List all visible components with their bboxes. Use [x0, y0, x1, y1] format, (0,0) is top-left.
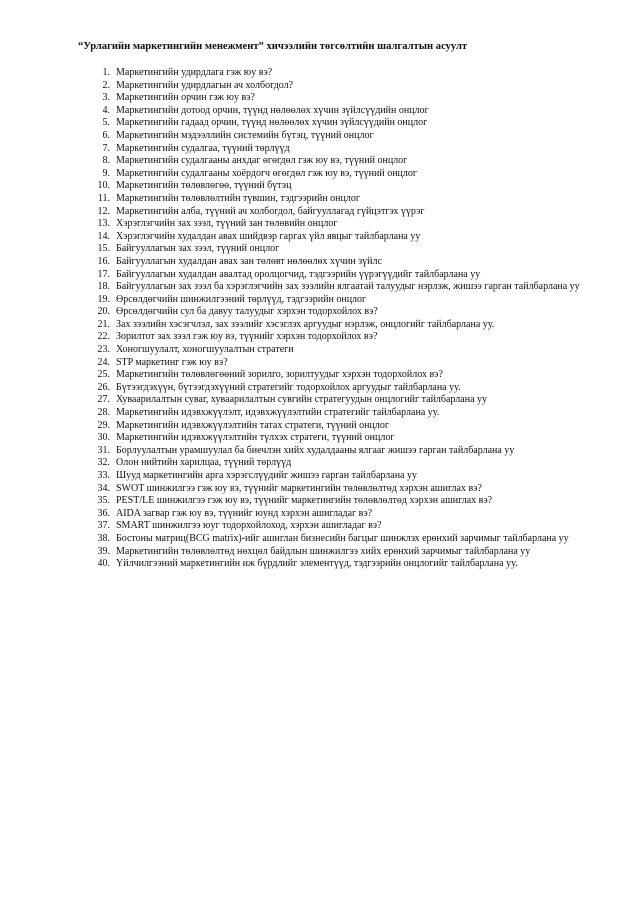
- question-item: [88, 369, 588, 382]
- question-number: 5.: [102, 117, 110, 129]
- question-item: [88, 546, 588, 559]
- question-item: [88, 508, 588, 521]
- question-number: 7.: [102, 142, 110, 154]
- question-number: 3.: [102, 92, 110, 104]
- question-text: Байгууллагын худалдан авах зан төлөвт нөлөөлөх хүчин зүйлс: [116, 255, 382, 267]
- question-item: [88, 256, 588, 269]
- question-item: [88, 143, 588, 156]
- question-number: 31.: [97, 444, 110, 456]
- question-number: 1.: [102, 67, 110, 78]
- question-item: [88, 80, 588, 93]
- question-number: 20.: [97, 306, 110, 318]
- question-number: 28.: [97, 407, 110, 419]
- question-number: 37.: [97, 520, 110, 532]
- question-number: 8.: [102, 155, 110, 167]
- question-number: 14.: [97, 230, 110, 242]
- question-number: 39.: [97, 545, 110, 557]
- question-number: 38.: [97, 532, 110, 544]
- question-text: Олон нийтийн харилцаа, түүний төрлүүд: [116, 457, 292, 469]
- question-text: Маркетингийн төлөвлөгөөний зорилго, зорилтуудыг хэрхэн тодорхойлох вэ?: [116, 369, 443, 381]
- question-text: Байгууллагын худалдан авалтад оролцогчид, тэдгээрийн үүрэгүүдийг тайлбарлана уу: [116, 268, 481, 280]
- question-number: 12.: [97, 205, 110, 217]
- question-item: [88, 420, 588, 433]
- question-text: Байгууллагын зах зээл, түүний онцлог: [116, 243, 280, 255]
- question-item: [88, 470, 588, 483]
- question-text: Маркетингийн судалгааны анхдаг өгөгдөл гэж юу вэ, түүний онцлог: [116, 155, 408, 167]
- question-item: [88, 520, 588, 533]
- question-text: Байгууллагын зах зээл ба хэрэглэгчийн зах зээлийн ялгаатай талуудыг нэрлэж, жишээ гарган тайлбарлана уу: [116, 281, 580, 293]
- question-text: SMART шинжилгээ юуг тодорхойлоход, хэрхэн ашигладаг вэ?: [116, 520, 382, 532]
- question-text: Бостоны матриц(BCG matrix)-ийг ашиглан бизнесийн багцыг шинжлэх ерөнхий зарчимыг тайлбарлана уу: [116, 532, 569, 544]
- question-text: Маркетингийн орчин гэж юу вэ?: [116, 92, 255, 104]
- question-item: [88, 344, 588, 357]
- question-text: Маркетингийн удирдлагын ач холбогдол?: [116, 79, 294, 91]
- question-number: 22.: [97, 331, 110, 343]
- document-title: “Урлагийн маркетингийн менежмент” хичээлийн төгсөлтийн шалгалтын асуулт: [78, 41, 468, 52]
- question-item: [88, 117, 588, 130]
- question-number: 13.: [97, 218, 110, 230]
- question-text: Өрсөлдөгчийн шинжилгээний төрлүүд, тэдгээрийн онцлог: [116, 293, 367, 305]
- question-text: Үйлчилгээний маркетингийн иж бүрдлийг элементүүд, тэдгээрийн онцлогийг тайлбарлана уу.: [116, 558, 518, 570]
- question-number: 19.: [97, 293, 110, 305]
- question-number: 23.: [97, 344, 110, 356]
- question-number: 15.: [97, 243, 110, 255]
- question-text: Маркетингийн төлөвлөлтийн түвшин, тэдгээрийн онцлог: [116, 192, 360, 204]
- question-text: Маркетингийн төлөвлөгөө, түүний бүтэц: [116, 180, 292, 192]
- question-item: [88, 382, 588, 395]
- question-text: Маркетингийн төлөвлөлтөд нөхцөл байдлын шинжилгээ хийх ерөнхий зарчимыг тайлбарлана уу: [116, 545, 531, 557]
- question-item: [88, 168, 588, 181]
- question-number: 24.: [97, 356, 110, 368]
- question-number: 18.: [97, 281, 110, 293]
- question-text: Маркетингийн идэвхжүүлэлтийн татах стратеги, түүний онцлог: [116, 419, 389, 431]
- question-text: PEST/LE шинжилгээ гэж юу вэ, түүнийг маркетингийн төлөвлөлтөд хэрхэн ашиглах вэ?: [116, 495, 493, 507]
- question-item: [88, 269, 588, 282]
- question-text: Маркетингийн алба, түүний ач холбогдол, байгууллагад гүйцэтгэх үүрэг: [116, 205, 425, 217]
- question-number: 21.: [97, 318, 110, 330]
- question-text: Маркетингийн идэвхжүүлэлт, идэвхжүүлэлтийн стратегийг тайлбарлана уу.: [116, 407, 440, 419]
- question-item: [88, 319, 588, 332]
- question-text: STP маркетинг гэж юу вэ?: [116, 356, 228, 368]
- question-text: Хэрэглэгчийн худалдан авах шийдвэр гаргах үйл явцыг тайлбарлана уу: [116, 230, 421, 242]
- question-item: [88, 67, 588, 80]
- question-item: [88, 432, 588, 445]
- question-number: 33.: [97, 470, 110, 481]
- question-item: [88, 281, 588, 294]
- question-number: 17.: [97, 268, 110, 280]
- question-item: [88, 407, 588, 420]
- question-item: [88, 558, 588, 571]
- question-text: Бүтээгдэхүүн, бүтээгдэхүүний стратегийг тодорхойлох аргуудыг тайлбарлана уу.: [116, 381, 461, 393]
- question-number: 2.: [102, 79, 110, 91]
- question-text: Зорилтот зах зээл гэж юу вэ, түүнийг хэрхэн тодорхойлох вэ?: [116, 331, 378, 343]
- question-item: [88, 483, 588, 496]
- question-number: 25.: [97, 369, 110, 381]
- question-number: 35.: [97, 495, 110, 507]
- question-item: [88, 155, 588, 168]
- question-number: 4.: [102, 104, 110, 116]
- question-number: 11.: [97, 192, 110, 204]
- question-number: 16.: [97, 255, 110, 267]
- question-text: SWOT шинжилгээ гэж юу вэ, түүнийг маркетингийн төлөвлөлтөд хэрхэн ашиглах вэ?: [116, 482, 482, 494]
- question-item: [88, 306, 588, 319]
- question-item: [88, 218, 588, 231]
- question-item: [88, 243, 588, 256]
- question-text: Маркетингийн мэдээллийн системийн бүтэц, түүний онцлог: [116, 129, 374, 141]
- question-item: [88, 231, 588, 244]
- question-text: Хэрэглэгчийн зах зээл, түүний зан төлөвийн онцлог: [116, 218, 338, 230]
- question-text: Шууд маркетингийн арга хэрэгслүүдийг жишээ гарган тайлбарлана уу: [116, 470, 417, 481]
- question-item: [88, 533, 588, 546]
- question-item: [88, 206, 588, 219]
- question-text: Маркетингийн гадаад орчин, түүнд нөлөөлөх хүчин зүйлсүүдийн онцлог: [116, 117, 428, 129]
- question-item: [88, 92, 588, 105]
- question-text: AIDA загвар гэж юу вэ, түүнийг юунд хэрхэн ашигладаг вэ?: [116, 507, 373, 519]
- question-list: [88, 67, 588, 571]
- question-number: 29.: [97, 419, 110, 431]
- question-item: [88, 180, 588, 193]
- question-text: Хуваарилалтын суваг, хуваарилалтын сувгийн стратегуудын онцлогийг тайлбарлана уу: [116, 394, 488, 406]
- question-item: [88, 130, 588, 143]
- question-item: [88, 357, 588, 370]
- question-text: Хоногшуулалт, хоногшуулалтын стратеги: [116, 344, 294, 356]
- question-text: Маркетингийн идэвхжүүлэлтийн түлхэх стратеги, түүний онцлог: [116, 432, 395, 444]
- question-item: [88, 445, 588, 458]
- question-number: 6.: [102, 129, 110, 141]
- question-text: Өрсөлдөгчийн сул ба давуу талуудыг хэрхэн тодорхойлох вэ?: [116, 306, 378, 318]
- question-text: Маркетингийн судалгаа, түүний төрлүүд: [116, 142, 290, 154]
- question-number: 10.: [97, 180, 110, 192]
- question-number: 27.: [97, 394, 110, 406]
- question-text: Борлуулалтын урамшуулал ба биечлэн хийх худалдааны ялгааг жишээ гарган тайлбарлана уу: [116, 444, 515, 456]
- question-number: 34.: [97, 482, 110, 494]
- question-number: 32.: [97, 457, 110, 469]
- question-text: Маркетингийн дотоод орчин, түүнд нөлөөлөх хүчин зүйлсүүдийн онцлог: [116, 104, 429, 116]
- question-number: 26.: [97, 381, 110, 393]
- question-number: 30.: [97, 432, 110, 444]
- question-item: [88, 457, 588, 470]
- question-text: Маркетингийн удирдлага гэж юу вэ?: [116, 67, 273, 78]
- question-item: [88, 331, 588, 344]
- question-text: Маркетингийн судалгааны хоёрдогч өгөгдөл гэж юу вэ, түүний онцлог: [116, 167, 418, 179]
- question-number: 9.: [102, 167, 110, 179]
- question-item: [88, 495, 588, 508]
- question-text: Зах зээлийн хэсэгчлэл, зах зээлийг хэсэглэх аргуудыг нэрлэж, онцлогийг тайлбарлана уу.: [116, 318, 495, 330]
- question-item: [88, 193, 588, 206]
- question-number: 40.: [97, 558, 110, 570]
- question-item: [88, 294, 588, 307]
- question-number: 36.: [97, 507, 110, 519]
- question-item: [88, 394, 588, 407]
- question-item: [88, 105, 588, 118]
